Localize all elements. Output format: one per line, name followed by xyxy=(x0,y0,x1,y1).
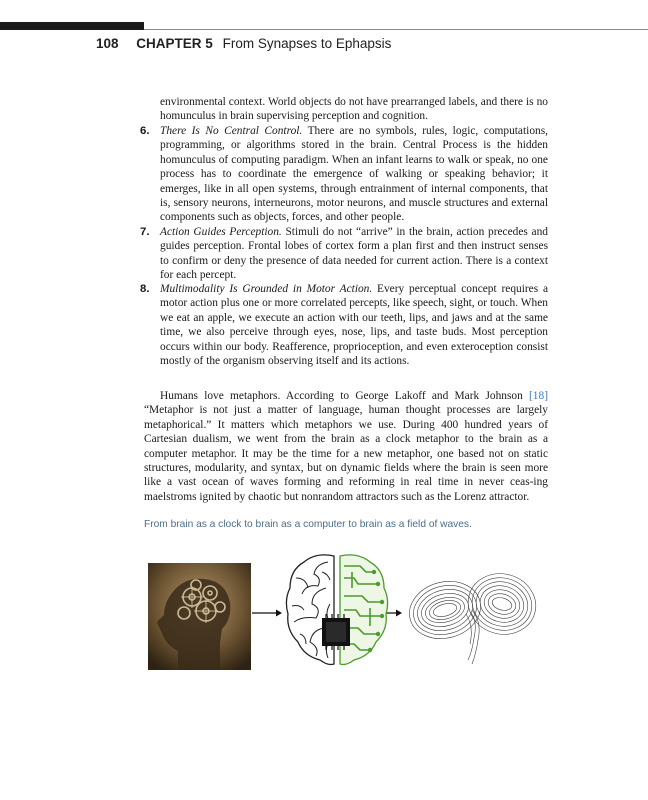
clockwork-head-image xyxy=(148,563,251,670)
body-paragraph: Humans love metaphors. According to George Lakoff and Mark Johnson [18] “Metaphor is not just a matter of language, human thought processes are largely metaphorical.” It matters which metaphors we use. During 400 hundred years of Cartesian dualism, we went from the brain as a clock metaphor to the brain as a computer metaphor. It may be the time for a new metaphor, one based not on static structures, modularity, and syntax, but on dynamic fields where the brain is seen more like a vast ocean of waves forming and reforming in real time in never ceas-ing maelstroms ignited by chaotic but nonrandom attractors such as the Lorenz attractor. xyxy=(144,390,548,503)
chapter-label: CHAPTER 5 xyxy=(136,36,213,51)
list-item xyxy=(140,282,548,368)
lorenz-attractor-image xyxy=(400,560,545,670)
list-number: 8. xyxy=(140,283,150,295)
continued-text: environmental context. World objects do not have prearranged labels, and there is no homunculus in brain supervising perception and cognition. xyxy=(160,96,548,123)
page-number: 108 xyxy=(96,36,119,51)
running-header xyxy=(96,36,391,51)
list-item xyxy=(140,225,548,283)
list-text: There are no symbols, rules, logic, computations, programming, or algorithms stored in the brain. Central Process is the hidden homunculus of computing paradigm. When an infant learns to walk or speak, no one process has to coordinate the emergence of walking or speaking behavior; it emerges, like in all open systems, through entrainment of internal components, that is, sensory neurons, interneurons, motor neurons, and muscle structures and external components such as objects, forces, and other people. xyxy=(160,125,548,224)
arrow-right-icon xyxy=(252,608,282,618)
list-lead: Multimodality Is Grounded in Motor Action. xyxy=(160,283,373,295)
list-text: Stimuli do not “arrive” in the brain, action precedes and guides perception. Frontal lobes of cortex form a plan first and then instruct senses to confirm or deny the presence of data needed for current action. There is a context for each percept. xyxy=(160,226,548,282)
header-rule xyxy=(144,29,648,30)
list-number: 7. xyxy=(140,226,150,238)
chapter-title: From Synapses to Ephapsis xyxy=(222,36,392,51)
list-number: 6. xyxy=(140,125,150,137)
figure-caption: From brain as a clock to brain as a computer to brain as a field of waves. xyxy=(144,519,472,530)
circuit-brain-image xyxy=(282,548,392,674)
list-lead: Action Guides Perception. xyxy=(160,226,282,238)
citation-link[interactable]: [18] xyxy=(529,390,548,402)
header-bar xyxy=(0,22,144,30)
list-item xyxy=(140,124,548,225)
list-lead: There Is No Central Control. xyxy=(160,125,303,137)
list-text: Every perceptual concept requires a motor action plus one or more correlated percepts, like speech, sight, or touch. When we eat an apple, we execute an action with our teeth, lips, and jaws and at the same time, we also perceive through eyes, nose, lips, and taste buds. Most perception occurs within our body. Reafference, proprioception, and even exteroception consist mostly of the organism observing itself and its actions. xyxy=(160,283,549,368)
